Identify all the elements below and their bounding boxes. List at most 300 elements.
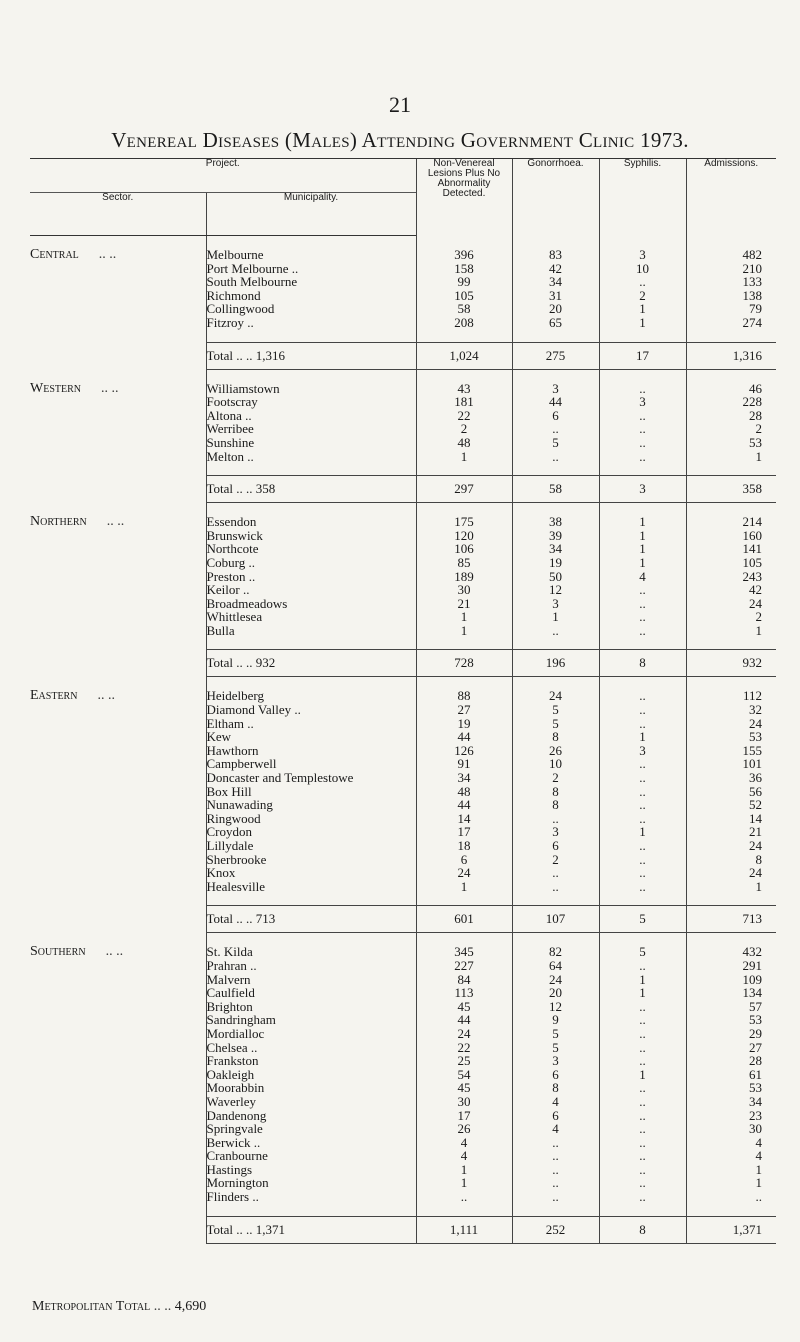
syphilis-value: .. — [599, 798, 686, 812]
municipality-name — [206, 945, 416, 959]
admissions-value: 134 — [686, 986, 776, 1000]
gonorrhoea-value: 3 — [512, 597, 599, 611]
table-row — [30, 542, 776, 556]
municipality-name — [206, 515, 416, 529]
admissions-value: 274 — [686, 316, 776, 330]
total-gonorrhoea: 107 — [512, 906, 599, 933]
admissions-value: 101 — [686, 757, 776, 771]
municipality-name — [206, 757, 416, 771]
municipality-name — [206, 583, 416, 597]
municipality-label: Mornington — [206, 1175, 269, 1191]
sector-empty — [30, 785, 206, 799]
non-venereal-value: 208 — [416, 316, 512, 330]
table-row — [30, 703, 776, 717]
sector-label: Central — [30, 247, 79, 262]
syphilis-value: .. — [599, 1027, 686, 1041]
municipality-label: Flinders .. — [206, 1189, 259, 1205]
gonorrhoea-value: .. — [512, 1149, 599, 1163]
syphilis-value: .. — [599, 1190, 686, 1204]
gonorrhoea-value: 8 — [512, 785, 599, 799]
non-venereal-value: 48 — [416, 785, 512, 799]
sector-total-row — [30, 650, 776, 677]
municipality-label: Diamond Valley .. — [206, 702, 301, 718]
total-syphilis: 5 — [599, 906, 686, 933]
table-row — [30, 597, 776, 611]
table-row — [30, 570, 776, 584]
header-syphilis: Syphilis. — [599, 159, 686, 236]
syphilis-value: 5 — [599, 945, 686, 959]
gonorrhoea-value: .. — [512, 812, 599, 826]
sector-empty — [30, 1027, 206, 1041]
spacer-row — [30, 933, 776, 946]
sector-empty — [30, 1054, 206, 1068]
gonorrhoea-value: 3 — [512, 1054, 599, 1068]
syphilis-value: .. — [599, 1000, 686, 1014]
spacer-row — [30, 369, 776, 382]
total-label: Total .. .. 1,371 — [206, 1216, 416, 1243]
municipality-name — [206, 717, 416, 731]
sector-empty — [30, 880, 206, 894]
municipality-label: Sandringham — [206, 1012, 276, 1028]
non-venereal-value: 24 — [416, 1027, 512, 1041]
syphilis-value: .. — [599, 812, 686, 826]
non-venereal-value: 158 — [416, 262, 512, 276]
table-row — [30, 771, 776, 785]
gonorrhoea-value: 24 — [512, 973, 599, 987]
syphilis-value: 1 — [599, 825, 686, 839]
table-row — [30, 798, 776, 812]
municipality-label: Coburg .. — [206, 554, 256, 570]
admissions-value: 243 — [686, 570, 776, 584]
gonorrhoea-value: .. — [512, 1176, 599, 1190]
gonorrhoea-value: .. — [512, 450, 599, 464]
total-non-venereal: 1,111 — [416, 1216, 512, 1243]
sector-label: Western — [30, 380, 81, 396]
syphilis-value: 3 — [599, 395, 686, 409]
sector-empty — [30, 798, 206, 812]
sector-leader: .. .. — [106, 514, 125, 530]
syphilis-value: .. — [599, 1054, 686, 1068]
sector-empty — [30, 730, 206, 744]
non-venereal-value: 105 — [416, 289, 512, 303]
gonorrhoea-value: 4 — [512, 1122, 599, 1136]
gonorrhoea-value: .. — [512, 624, 599, 638]
gonorrhoea-value: 5 — [512, 1027, 599, 1041]
non-venereal-value: 6 — [416, 853, 512, 867]
sector-empty — [30, 409, 206, 423]
non-venereal-value: 54 — [416, 1068, 512, 1082]
non-venereal-value: 85 — [416, 556, 512, 570]
sector-total-row — [30, 906, 776, 933]
syphilis-value: .. — [599, 1013, 686, 1027]
total-admissions: 1,316 — [686, 342, 776, 369]
municipality-name — [206, 275, 416, 289]
clinic-table — [30, 158, 776, 1244]
gonorrhoea-value: 2 — [512, 853, 599, 867]
admissions-value: 291 — [686, 959, 776, 973]
sector-empty — [30, 771, 206, 785]
total-gonorrhoea: 252 — [512, 1216, 599, 1243]
non-venereal-value: 396 — [416, 248, 512, 262]
non-venereal-value: 189 — [416, 570, 512, 584]
gonorrhoea-value: 5 — [512, 703, 599, 717]
total-non-venereal: 601 — [416, 906, 512, 933]
municipality-label: Broadmeadows — [206, 595, 288, 611]
non-venereal-value: 1 — [416, 450, 512, 464]
syphilis-value: .. — [599, 959, 686, 973]
non-venereal-value: 44 — [416, 798, 512, 812]
admissions-value: 2 — [686, 610, 776, 624]
sector-name — [30, 248, 206, 262]
table-row — [30, 757, 776, 771]
municipality-label: Hawthorn — [206, 742, 259, 758]
gonorrhoea-value: 1 — [512, 610, 599, 624]
table-row — [30, 1163, 776, 1177]
municipality-name — [206, 1081, 416, 1095]
municipality-label: Springvale — [206, 1121, 263, 1137]
non-venereal-value: 1 — [416, 1163, 512, 1177]
sector-empty — [30, 1190, 206, 1204]
table-body — [30, 236, 776, 1244]
table-row — [30, 1068, 776, 1082]
non-venereal-value: 22 — [416, 1041, 512, 1055]
municipality-label: Doncaster and Templestowe — [206, 770, 354, 786]
municipality-label: Northcote — [206, 541, 259, 557]
total-gonorrhoea: 196 — [512, 650, 599, 677]
municipality-name — [206, 825, 416, 839]
sector-empty — [30, 1163, 206, 1177]
gonorrhoea-value: 64 — [512, 959, 599, 973]
non-venereal-value: 48 — [416, 436, 512, 450]
table-row — [30, 515, 776, 529]
table-row — [30, 880, 776, 894]
gonorrhoea-value: .. — [512, 1136, 599, 1150]
sector-total-row — [30, 476, 776, 503]
municipality-name — [206, 316, 416, 330]
table-row — [30, 302, 776, 316]
table-row — [30, 945, 776, 959]
syphilis-value: .. — [599, 757, 686, 771]
sector-empty — [30, 436, 206, 450]
municipality-label: Heidelberg — [206, 688, 265, 704]
admissions-value: 228 — [686, 395, 776, 409]
spacer-row — [30, 503, 776, 516]
table-row — [30, 450, 776, 464]
municipality-name — [206, 597, 416, 611]
municipality-label: Sherbrooke — [206, 851, 267, 867]
gonorrhoea-value: .. — [512, 880, 599, 894]
header-sector: Sector. — [30, 193, 206, 236]
syphilis-value: 10 — [599, 262, 686, 276]
admissions-value: 109 — [686, 973, 776, 987]
sector-total-row — [30, 1216, 776, 1243]
municipality-label: Knox — [206, 865, 236, 881]
admissions-value: 57 — [686, 1000, 776, 1014]
municipality-label: Essendon — [206, 514, 257, 530]
table-row — [30, 262, 776, 276]
admissions-value: 133 — [686, 275, 776, 289]
syphilis-value: .. — [599, 1109, 686, 1123]
non-venereal-value: 175 — [416, 515, 512, 529]
syphilis-value: 4 — [599, 570, 686, 584]
admissions-value: 1 — [686, 880, 776, 894]
table-row — [30, 986, 776, 1000]
sector-empty — [30, 597, 206, 611]
non-venereal-value: 106 — [416, 542, 512, 556]
admissions-value: 46 — [686, 382, 776, 396]
gonorrhoea-value: 26 — [512, 744, 599, 758]
admissions-value: 42 — [686, 583, 776, 597]
admissions-value: 24 — [686, 866, 776, 880]
syphilis-value: 1 — [599, 730, 686, 744]
syphilis-value: .. — [599, 866, 686, 880]
sector-empty — [30, 839, 206, 853]
municipality-label: Brighton — [206, 998, 253, 1014]
gonorrhoea-value: 34 — [512, 542, 599, 556]
total-admissions: 358 — [686, 476, 776, 503]
table-row — [30, 395, 776, 409]
sector-empty — [30, 825, 206, 839]
gonorrhoea-value: 12 — [512, 583, 599, 597]
sector-name — [30, 689, 206, 703]
municipality-name — [206, 248, 416, 262]
municipality-name — [206, 866, 416, 880]
sector-empty — [30, 556, 206, 570]
sector-empty — [30, 422, 206, 436]
table-row — [30, 529, 776, 543]
sector-empty — [30, 853, 206, 867]
non-venereal-value: 24 — [416, 866, 512, 880]
table-row — [30, 275, 776, 289]
admissions-value: 432 — [686, 945, 776, 959]
table-row — [30, 1190, 776, 1204]
syphilis-value: 1 — [599, 529, 686, 543]
sector-empty — [30, 959, 206, 973]
municipality-label: Keilor .. — [206, 582, 250, 598]
admissions-value: 1 — [686, 1176, 776, 1190]
non-venereal-value: 2 — [416, 422, 512, 436]
syphilis-value: .. — [599, 880, 686, 894]
sector-total-row — [30, 342, 776, 369]
syphilis-value: .. — [599, 689, 686, 703]
total-admissions: 932 — [686, 650, 776, 677]
admissions-value: 141 — [686, 542, 776, 556]
municipality-label: Collingwood — [206, 301, 275, 317]
table-row — [30, 1054, 776, 1068]
municipality-name — [206, 450, 416, 464]
sector-label: Eastern — [30, 688, 78, 704]
syphilis-value: .. — [599, 717, 686, 731]
municipality-name — [206, 1176, 416, 1190]
gonorrhoea-value: 6 — [512, 409, 599, 423]
sector-leader: .. .. — [105, 944, 124, 960]
municipality-name — [206, 771, 416, 785]
sector-empty — [30, 986, 206, 1000]
spacer-row — [30, 330, 776, 343]
syphilis-value: 1 — [599, 973, 686, 987]
municipality-label: Malvern — [206, 971, 251, 987]
gonorrhoea-value: 8 — [512, 798, 599, 812]
sector-empty — [30, 866, 206, 880]
sector-empty — [30, 757, 206, 771]
municipality-label: Croydon — [206, 824, 252, 840]
gonorrhoea-value: 12 — [512, 1000, 599, 1014]
sector-empty — [30, 703, 206, 717]
admissions-value: 61 — [686, 1068, 776, 1082]
municipality-name — [206, 436, 416, 450]
municipality-label: Box Hill — [206, 783, 252, 799]
non-venereal-value: 22 — [416, 409, 512, 423]
sector-empty — [30, 289, 206, 303]
non-venereal-value: 44 — [416, 730, 512, 744]
sector-leader: .. .. — [98, 247, 117, 262]
municipality-name — [206, 798, 416, 812]
non-venereal-value: 14 — [416, 812, 512, 826]
sector-empty — [30, 812, 206, 826]
table-row — [30, 959, 776, 973]
non-venereal-value: 30 — [416, 1095, 512, 1109]
page-title: Venereal Diseases (Males) Attending Government Clinic 1973. — [111, 128, 689, 152]
sector-empty — [30, 1013, 206, 1027]
table-row — [30, 382, 776, 396]
sector-empty — [30, 1095, 206, 1109]
admissions-value: 2 — [686, 422, 776, 436]
admissions-value: 1 — [686, 450, 776, 464]
admissions-value: 53 — [686, 436, 776, 450]
admissions-value: 27 — [686, 1041, 776, 1055]
sector-empty — [30, 302, 206, 316]
municipality-name — [206, 262, 416, 276]
municipality-label: Dandenong — [206, 1107, 267, 1123]
gonorrhoea-value: 8 — [512, 730, 599, 744]
gonorrhoea-value: 24 — [512, 689, 599, 703]
table-row — [30, 422, 776, 436]
spacer-row — [30, 893, 776, 906]
municipality-label: Preston .. — [206, 568, 256, 584]
header-gonorrhoea: Gonorrhoea. — [512, 159, 599, 236]
syphilis-value: .. — [599, 1163, 686, 1177]
municipality-name — [206, 730, 416, 744]
municipality-name — [206, 529, 416, 543]
municipality-label: St. Kilda — [206, 944, 253, 960]
sector-name — [30, 382, 206, 396]
total-empty — [30, 1216, 206, 1243]
gonorrhoea-value: 9 — [512, 1013, 599, 1027]
table-row — [30, 866, 776, 880]
non-venereal-value: 120 — [416, 529, 512, 543]
sector-empty — [30, 583, 206, 597]
municipality-name — [206, 1027, 416, 1041]
non-venereal-value: 181 — [416, 395, 512, 409]
municipality-name — [206, 1149, 416, 1163]
sector-empty — [30, 1000, 206, 1014]
municipality-name — [206, 409, 416, 423]
municipality-label: Hastings — [206, 1161, 252, 1177]
spacer-row — [30, 1204, 776, 1217]
municipality-name — [206, 1013, 416, 1027]
table-row — [30, 730, 776, 744]
non-venereal-value: 58 — [416, 302, 512, 316]
municipality-label: Chelsea .. — [206, 1039, 258, 1055]
table-row — [30, 717, 776, 731]
sector-label: Northern — [30, 514, 87, 530]
non-venereal-value: 43 — [416, 382, 512, 396]
municipality-name — [206, 570, 416, 584]
total-syphilis: 3 — [599, 476, 686, 503]
municipality-label: Oakleigh — [206, 1066, 255, 1082]
table-row — [30, 316, 776, 330]
sector-empty — [30, 395, 206, 409]
municipality-label: Eltham .. — [206, 715, 254, 731]
syphilis-value: .. — [599, 1176, 686, 1190]
non-venereal-value: 91 — [416, 757, 512, 771]
sector-empty — [30, 744, 206, 758]
header-admissions: Admissions. — [686, 159, 776, 236]
header-non-venereal: Non-Venereal Lesions Plus No Abnormality Detected. — [416, 159, 512, 236]
table-row — [30, 839, 776, 853]
sector-empty — [30, 624, 206, 638]
table-row — [30, 973, 776, 987]
table-row — [30, 556, 776, 570]
admissions-value: 36 — [686, 771, 776, 785]
municipality-label: Caulfield — [206, 985, 255, 1001]
syphilis-value: 1 — [599, 556, 686, 570]
syphilis-value: 1 — [599, 316, 686, 330]
total-syphilis: 8 — [599, 650, 686, 677]
municipality-name — [206, 1041, 416, 1055]
syphilis-value: 2 — [599, 289, 686, 303]
sector-empty — [30, 450, 206, 464]
sector-empty — [30, 610, 206, 624]
table-row — [30, 853, 776, 867]
gonorrhoea-value: 5 — [512, 717, 599, 731]
non-venereal-value: 227 — [416, 959, 512, 973]
admissions-value: 24 — [686, 717, 776, 731]
admissions-value: 28 — [686, 1054, 776, 1068]
admissions-value: 112 — [686, 689, 776, 703]
non-venereal-value: 19 — [416, 717, 512, 731]
non-venereal-value: 4 — [416, 1136, 512, 1150]
municipality-name — [206, 1000, 416, 1014]
metropolitan-total-value: 4,690 — [174, 1299, 207, 1314]
municipality-name — [206, 689, 416, 703]
non-venereal-value: 25 — [416, 1054, 512, 1068]
municipality-name — [206, 1068, 416, 1082]
non-venereal-value: 17 — [416, 825, 512, 839]
syphilis-value: 1 — [599, 542, 686, 556]
non-venereal-value: 4 — [416, 1149, 512, 1163]
municipality-label: Campberwell — [206, 756, 277, 772]
admissions-value: 21 — [686, 825, 776, 839]
gonorrhoea-value: 50 — [512, 570, 599, 584]
table-row — [30, 436, 776, 450]
municipality-name — [206, 1190, 416, 1204]
sector-leader: .. .. — [101, 380, 119, 396]
municipality-name — [206, 382, 416, 396]
syphilis-value: 3 — [599, 248, 686, 262]
admissions-value: 160 — [686, 529, 776, 543]
sector-empty — [30, 1149, 206, 1163]
table-row — [30, 812, 776, 826]
total-gonorrhoea: 58 — [512, 476, 599, 503]
admissions-value: 4 — [686, 1136, 776, 1150]
non-venereal-value: 45 — [416, 1000, 512, 1014]
table-row — [30, 1136, 776, 1150]
table-row — [30, 289, 776, 303]
gonorrhoea-value: 6 — [512, 1068, 599, 1082]
municipality-label: Port Melbourne .. — [206, 260, 299, 276]
municipality-label: Melton .. — [206, 448, 254, 464]
